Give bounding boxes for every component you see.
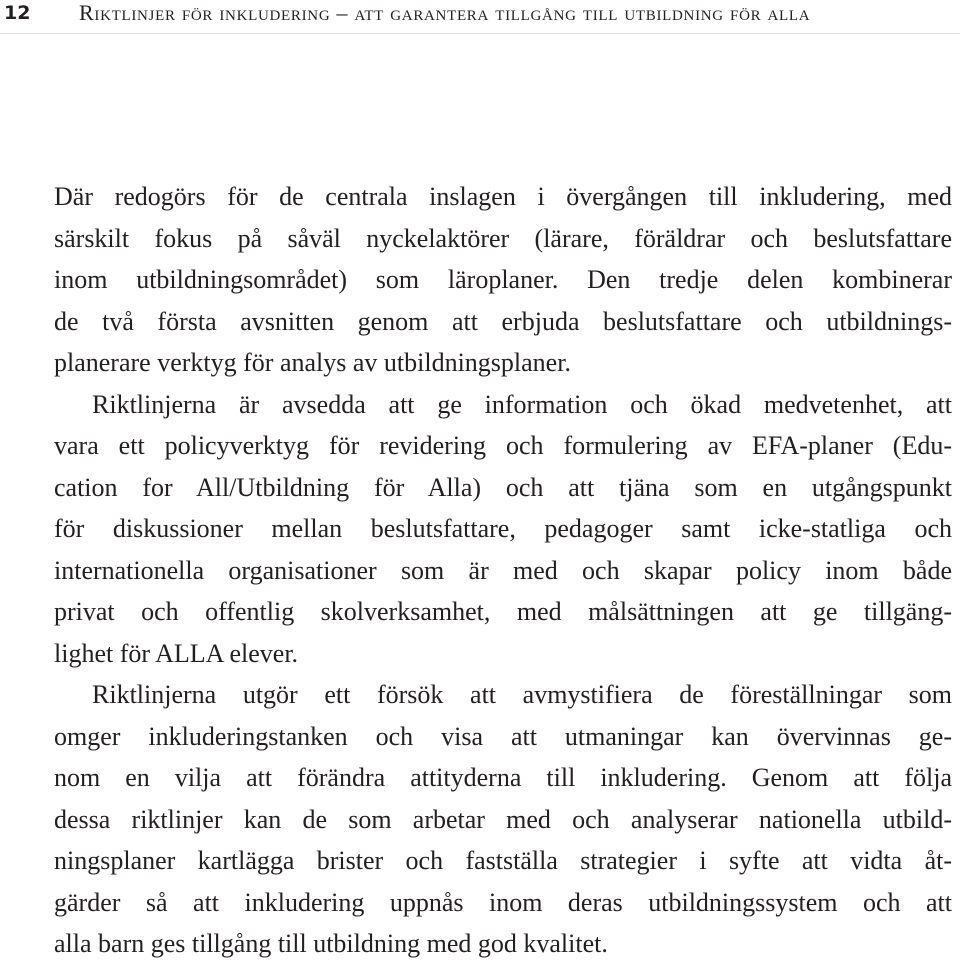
text-line: planerare verktyg för analys av utbildningsplaner. [54, 348, 571, 377]
text-line: Riktlinjerna utgör ett försök att avmystifiera de föreställningar som [92, 680, 952, 709]
text-line: Där redogörs för de centrala inslagen i övergången till inkludering, med [54, 182, 952, 211]
text-line: vara ett policyverktyg för revidering och formulering av EFA-planer (Edu- [54, 431, 952, 460]
text-line: ningsplaner kartlägga brister och fastställa strategier i syfte att vidta åt- [54, 846, 952, 875]
body-text [54, 176, 952, 965]
text-line: de två första avsnitten genom att erbjuda beslutsfattare och utbildnings- [54, 306, 952, 336]
text-line: privat och offentlig skolverksamhet, med målsättningen att ge tillgäng- [54, 597, 952, 626]
text-line: internationella organisationer som är med och skapar policy inom både [54, 555, 952, 585]
page-number: 12 [4, 2, 31, 24]
text-line: alla barn ges tillgång till utbildning med god kvalitet. [54, 929, 608, 958]
page-header [0, 0, 960, 30]
text-line: Riktlinjerna är avsedda att ge information och ökad medvetenhet, att [92, 389, 952, 419]
header-divider [0, 33, 960, 34]
text-line: lighet för ALLA elever. [54, 638, 299, 668]
text-line: omger inkluderingstanken och visa att utmaningar kan övervinnas ge- [54, 721, 952, 751]
paragraph [54, 176, 952, 384]
text-line: gärder så att inkludering uppnås inom deras utbildningssystem och att [54, 887, 952, 917]
paragraph [54, 674, 952, 965]
text-line: särskilt fokus på såväl nyckelaktörer (lärare, föräldrar och beslutsfattare [54, 223, 952, 253]
text-line: inom utbildningsområdet) som läroplaner. Den tredje delen kombinerar [54, 265, 952, 294]
text-line: cation for All/Utbildning för Alla) och att tjäna som en utgångspunkt [54, 472, 952, 502]
running-head: Riktlinjer för inkludering – att garantera tillgång till utbildning för alla [79, 0, 811, 25]
text-line: dessa riktlinjer kan de som arbetar med och analyserar nationella utbild- [54, 804, 952, 834]
paragraph [54, 384, 952, 675]
text-line: för diskussioner mellan beslutsfattare, pedagoger samt icke-statliga och [54, 514, 952, 543]
text-line: nom en vilja att förändra attityderna till inkludering. Genom att följa [54, 763, 952, 792]
